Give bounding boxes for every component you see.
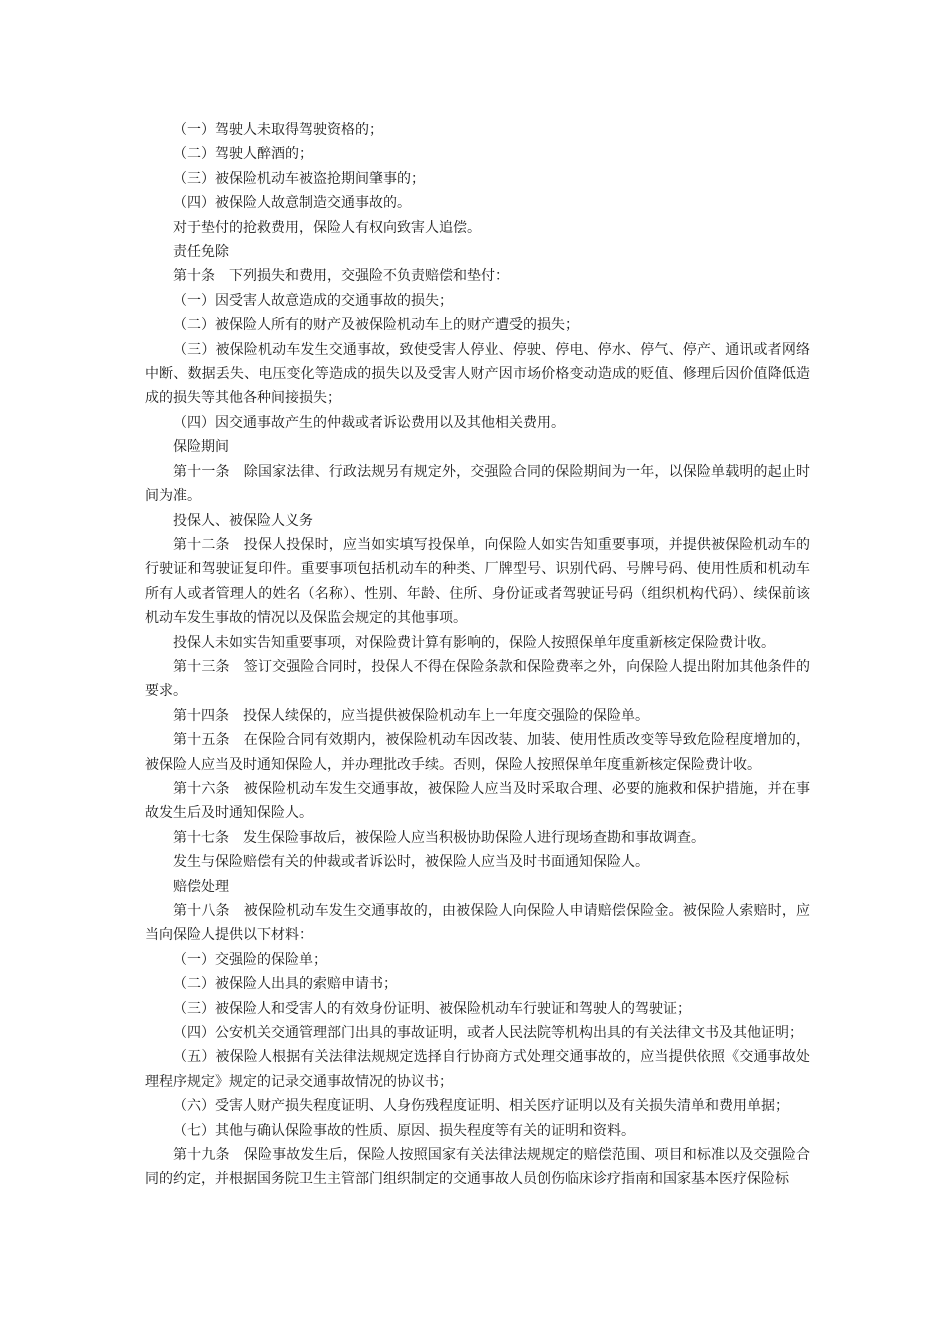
list-item: （二）驾驶人醉酒的； [173,146,313,163]
list-item: （二）被保险人出具的索赔申请书； [173,976,397,993]
article-paragraph: 第十五条 在保险合同有效期内，被保险机动车因改装、加装、使用性质改变等导致危险程度增加的，被保险人应当及时通知保险人，并办理批改手续。否则，保险人按照保单年度重新核定保险费计收。 [145,732,810,773]
list-item: （一）驾驶人未取得驾驶资格的； [173,122,383,138]
list-item: （三）被保险人和受害人的有效身份证明、被保险机动车行驶证和驾驶人的驾驶证； [173,1000,691,1017]
list-item: （三）被保险机动车发生交通事故，致使受害人停业、停驶、停电、停水、停气、停产、通讯或者网络中断、数据丢失、电压变化等造成的损失以及受害人财产因市场价格变动造成的贬值、修理后因价值降低造成的损失等其他各种间接损失； [145,341,810,407]
paragraph: 发生与保险赔偿有关的仲裁或者诉讼时，被保险人应当及时书面通知保险人。 [173,854,649,871]
article-paragraph: 第十一条 除国家法律、行政法规另有规定外，交强险合同的保险期间为一年，以保险单载明的起止时间为准。 [145,463,810,505]
section-heading: 保险期间 [173,439,229,456]
list-item: （一）交强险的保险单； [173,951,327,968]
article-paragraph: 第十二条 投保人投保时，应当如实填写投保单，向保险人如实告知重要事项，并提供被保险机动车的行驶证和驾驶证复印件。重要事项包括机动车的种类、厂牌型号、识别代码、号牌号码、使用性质和机动车所有人或者管理人的姓名（名称）、性别、年龄、住所、身份证或者驾驶证号码（组织机构代码）、续保前该机动车发生事故的情况以及保监会规定的其他事项。 [145,536,810,627]
section-heading: 投保人、被保险人义务 [173,512,313,529]
list-item: （七）其他与确认保险事故的性质、原因、损失程度等有关的证明和资料。 [173,1122,635,1139]
article-paragraph: 第十八条 被保险机动车发生交通事故的，由被保险人向保险人申请赔偿保险金。被保险人索赔时，应当向保险人提供以下材料： [145,903,810,944]
list-item: （二）被保险人所有的财产及被保险机动车上的财产遭受的损失； [173,317,579,334]
article-paragraph: 第十六条 被保险机动车发生交通事故，被保险人应当及时采取合理、必要的施救和保护措施，并在事故发生后及时通知保险人。 [145,780,810,822]
list-item: （四）被保险人故意制造交通事故的。 [173,195,411,212]
paragraph: 对于垫付的抢救费用，保险人有权向致害人追偿。 [173,219,481,236]
document-page [145,118,810,1192]
list-item: （四）因交通事故产生的仲裁或者诉讼费用以及其他相关费用。 [173,414,565,431]
section-heading: 责任免除 [173,244,229,261]
list-item: （三）被保险机动车被盗抢期间肇事的； [173,170,425,187]
article-paragraph: 第十条 下列损失和费用，交强险不负责赔偿和垫付： [173,268,509,285]
article-paragraph: 第十四条 投保人续保的，应当提供被保险机动车上一年度交强险的保险单。 [173,707,649,724]
list-item: （六）受害人财产损失程度证明、人身伤残程度证明、相关医疗证明以及有关损失清单和费用单据； [173,1098,789,1115]
section-heading: 赔偿处理 [173,878,229,895]
article-paragraph: 第十七条 发生保险事故后，被保险人应当积极协助保险人进行现场查勘和事故调查。 [173,829,705,846]
list-item: （五）被保险人根据有关法律法规规定选择自行协商方式处理交通事故的，应当提供依照《交通事故处理程序规定》规定的记录交通事故情况的协议书； [145,1049,810,1090]
article-paragraph: 第十三条 签订交强险合同时，投保人不得在保险条款和保险费率之外，向保险人提出附加其他条件的要求。 [145,658,810,700]
list-item: （四）公安机关交通管理部门出具的事故证明，或者人民法院等机构出具的有关法律文书及其他证明； [173,1025,803,1042]
article-paragraph: 第十九条 保险事故发生后，保险人按照国家有关法律法规规定的赔偿范围、项目和标准以及交强险合同的约定，并根据国务院卫生主管部门组织制定的交通事故人员创伤临床诊疗指南和国家基本医疗保险标 [145,1147,810,1188]
paragraph: 投保人未如实告知重要事项，对保险费计算有影响的，保险人按照保单年度重新核定保险费计收。 [173,634,775,651]
list-item: （一）因受害人故意造成的交通事故的损失； [173,292,453,309]
